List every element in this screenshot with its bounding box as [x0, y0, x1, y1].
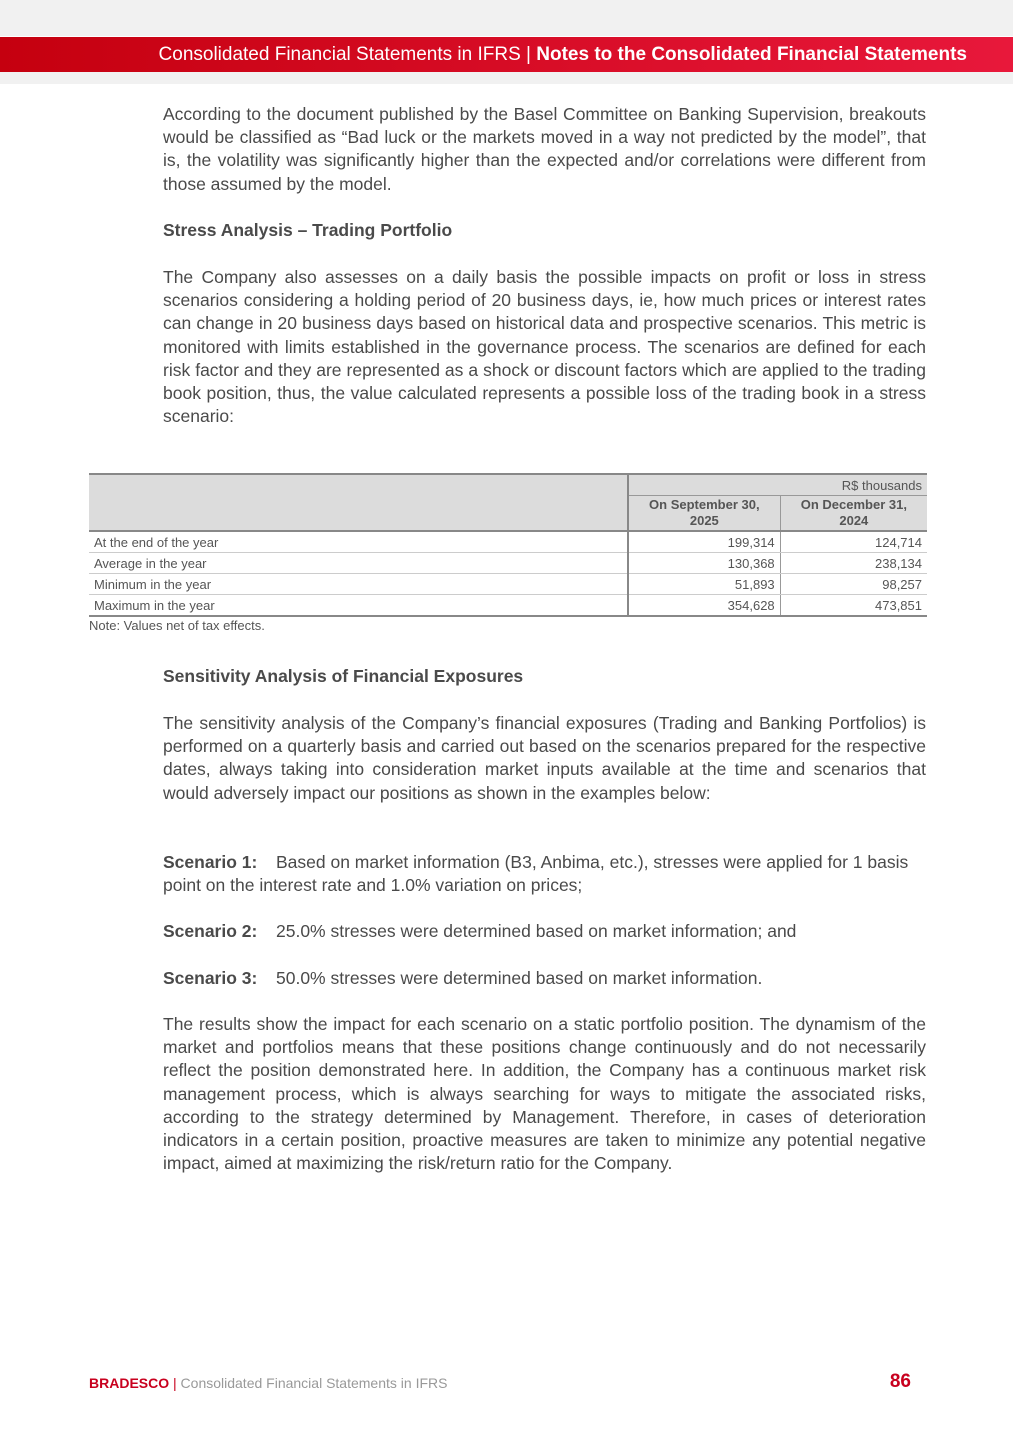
scenario-label: Scenario 2: — [163, 921, 258, 941]
paragraph-sensitivity: The sensitivity analysis of the Company’s financial exposures (Trading and Banking Portfolios) is performed on a quarterly basis and carried out based on the scenarios prepared for the respective dates, always taking into consideration market inputs available at the time and scenarios that would adversely impact our positions as shown in the examples below: — [163, 713, 926, 803]
paragraph-basel: According to the document published by the Basel Committee on Banking Supervision, breakouts would be classified as “Bad luck or the markets moved in a way not predicted by the model”, that is, the volatility was significantly higher than the expected and/or correlations were different from those assumed by the model. — [163, 104, 926, 194]
table-note: Note: Values net of tax effects. — [89, 618, 265, 633]
table-row — [89, 531, 927, 553]
scenario-text: Based on market information (B3, Anbima, etc.), stresses were applied for 1 basis point on the interest rate and 1.0% variation on prices; — [163, 852, 909, 896]
header-separator: | — [520, 44, 537, 65]
page-footer — [89, 1375, 447, 1391]
cell-value: 124,714 — [780, 531, 927, 553]
heading-stress-analysis: Stress Analysis – Trading Portfolio — [163, 220, 453, 240]
header-underband — [0, 72, 1013, 84]
table-row — [89, 553, 927, 574]
column-header: On September 30, 2025 — [628, 496, 780, 532]
footer-brand: BRADESCO — [89, 1375, 170, 1391]
cell-value: 473,851 — [780, 595, 927, 617]
page-header-banner — [0, 37, 1013, 72]
cell-value: 354,628 — [628, 595, 780, 617]
paragraph-stress: The Company also assesses on a daily basis the possible impacts on profit or loss in stress scenarios considering a holding period of 20 business days, ie, how much prices or interest rates can change in 20 business days based on historical data and prospective scenarios. This metric is monitored with limits established in the governance process. The scenarios are defined for each risk factor and they are represented as a shock or discount factors which are applied to the trading book position, thus, the value calculated represents a possible loss of the trading book in a stress scenario: — [163, 267, 926, 427]
scenario-text: 25.0% stresses were determined based on market information; and — [276, 921, 797, 941]
scenario-text: 50.0% stresses were determined based on market information. — [276, 968, 763, 988]
table-row — [89, 574, 927, 595]
cell-value: 51,893 — [628, 574, 780, 595]
scenario-1 — [163, 851, 926, 897]
table-corner — [89, 474, 628, 531]
table-row — [89, 595, 927, 617]
heading-sensitivity: Sensitivity Analysis of Financial Exposures — [163, 666, 524, 686]
cell-value: 238,134 — [780, 553, 927, 574]
row-label: At the end of the year — [89, 531, 628, 553]
cell-value: 130,368 — [628, 553, 780, 574]
row-label: Minimum in the year — [89, 574, 628, 595]
unit-label: R$ thousands — [628, 474, 927, 496]
cell-value: 98,257 — [780, 574, 927, 595]
footer-separator: | — [169, 1375, 181, 1391]
paragraph-results: The results show the impact for each scenario on a static portfolio position. The dynamism of the market and portfolios means that these positions change continuously and do not necessarily reflect the position demonstrated here. In addition, the Company has a continuous market risk management process, which is always searching for ways to mitigate the associated risks, according to the strategy determined by Management. Therefore, in cases of deterioration indicators in a certain position, proactive measures are taken to minimize any potential negative impact, aimed at maximizing the risk/return ratio for the Company. — [163, 1014, 926, 1174]
header-title: Notes to the Consolidated Financial Statements — [536, 44, 967, 65]
row-label: Maximum in the year — [89, 595, 628, 617]
column-header: On December 31, 2024 — [780, 496, 927, 532]
scenario-label: Scenario 1: — [163, 852, 258, 872]
top-margin — [0, 0, 1013, 36]
page-number: 86 — [889, 1371, 911, 1392]
header-section: Consolidated Financial Statements in IFRS — [158, 44, 521, 65]
footer-title: Consolidated Financial Statements in IFRS — [180, 1375, 448, 1391]
stress-table — [89, 473, 927, 617]
scenario-label: Scenario 3: — [163, 968, 258, 988]
scenario-2 — [163, 920, 926, 943]
cell-value: 199,314 — [628, 531, 780, 553]
row-label: Average in the year — [89, 553, 628, 574]
scenario-3 — [163, 967, 926, 990]
